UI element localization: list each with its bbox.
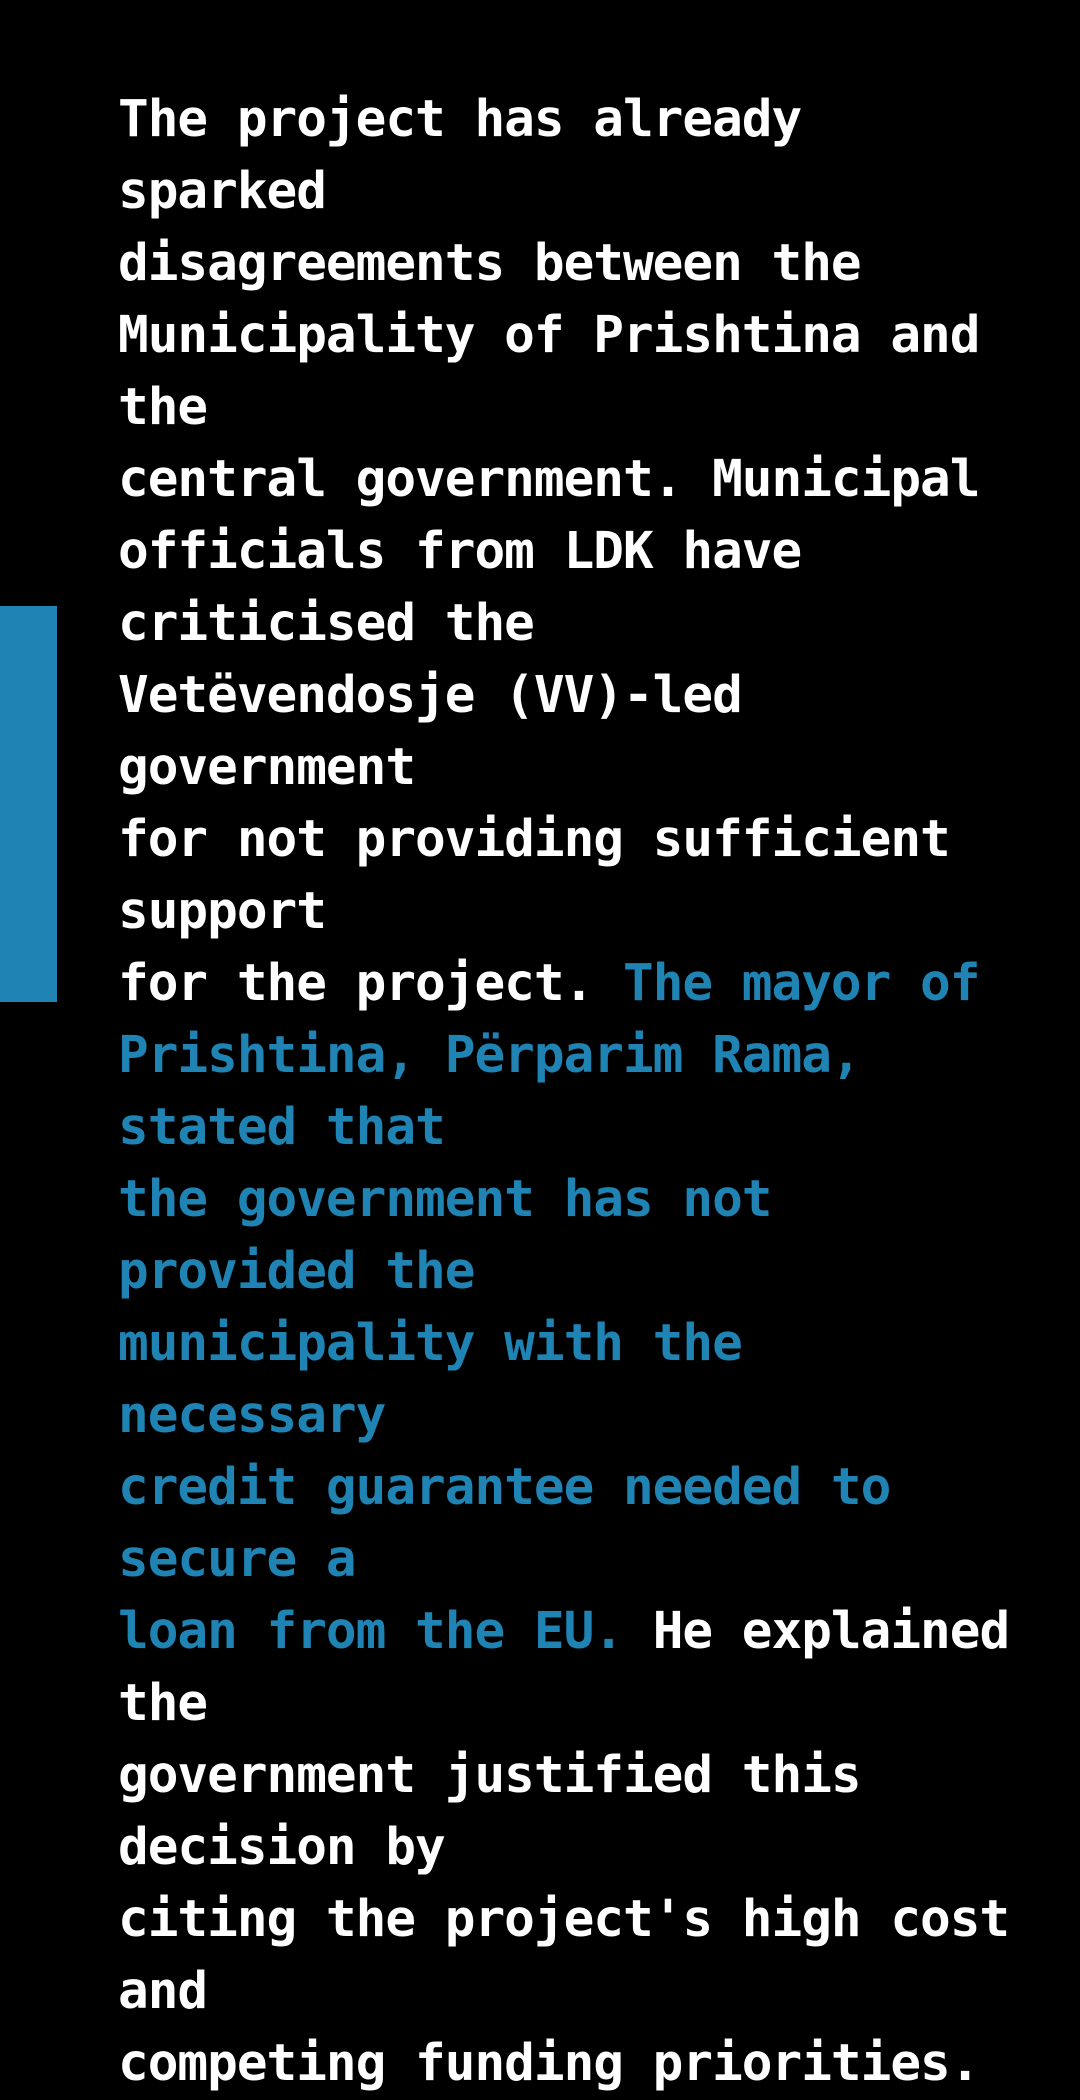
paragraph-text-before: The project has already sparked disagreements between the Municipality of Prishtina and the central government. Municipal officials from LDK have criticised the Vetëvendosje (VV)-led government for not providing sufficient support for the project. bbox=[118, 90, 980, 1013]
highlighted-quote: The mayor of Prishtina, Përparim Rama, stated that the government has not provided the municipality with the necessary credit guarantee needed to secure a loan from the EU. bbox=[118, 954, 980, 1661]
quote-paragraph bbox=[118, 84, 1038, 2100]
accent-bar bbox=[0, 606, 57, 1002]
paragraph-text-after: He explained the government justified this decision by citing the project's high cost and competing funding priorities. bbox=[118, 1602, 1010, 2093]
